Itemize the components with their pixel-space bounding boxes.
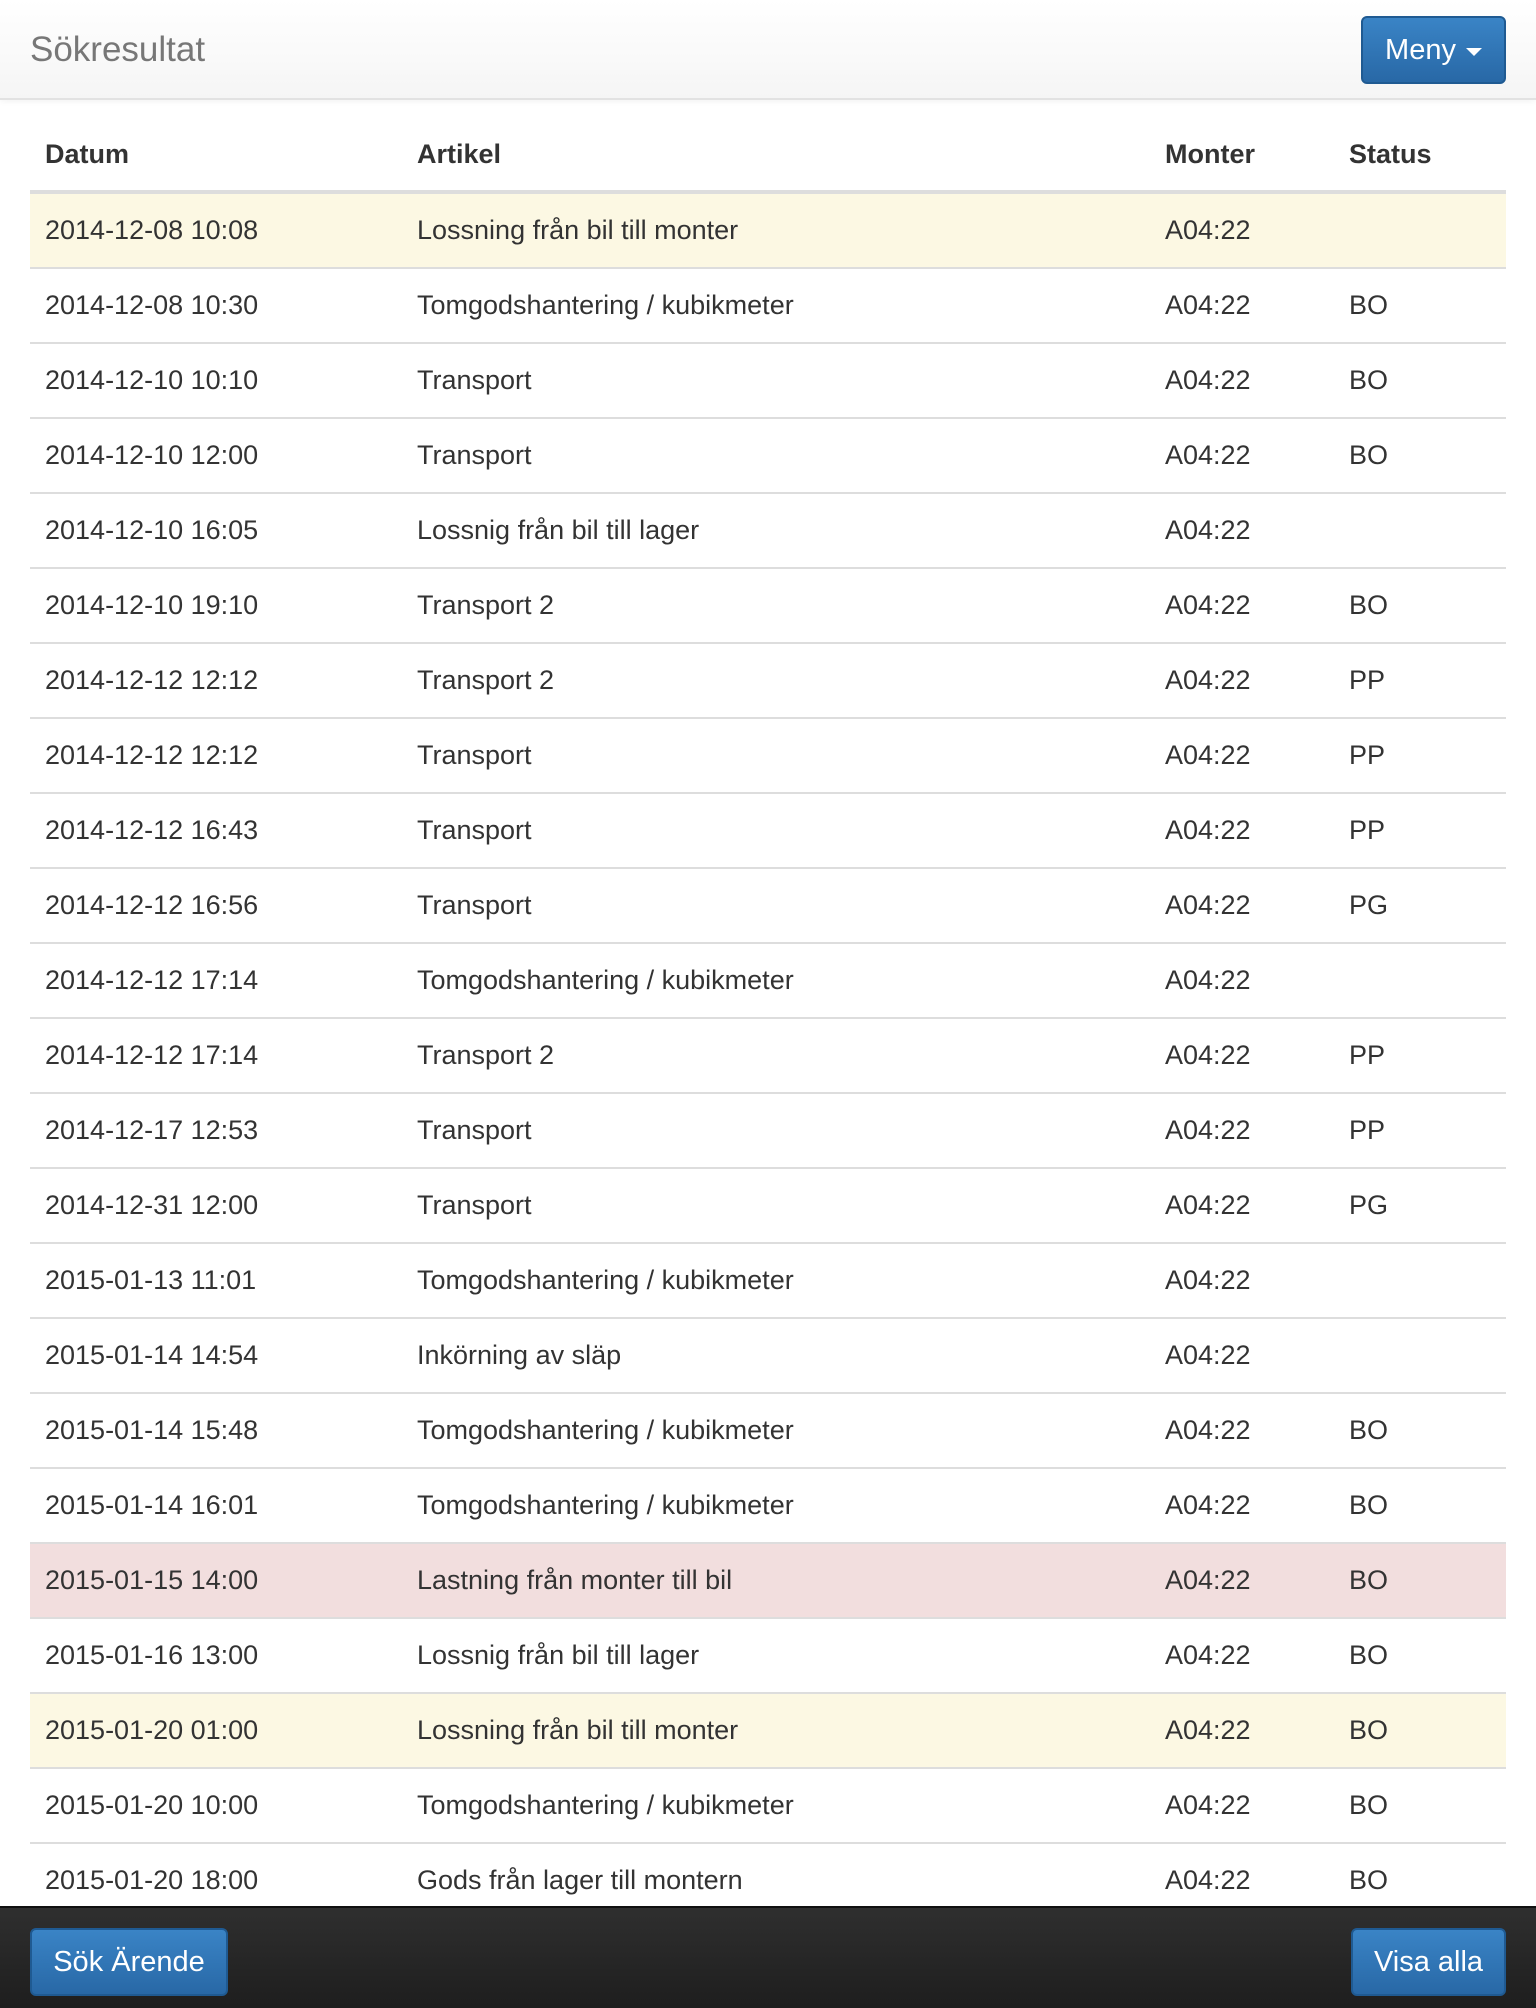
table-row[interactable] xyxy=(30,1768,1506,1843)
cell-status: BO xyxy=(1334,1543,1506,1618)
cell-status xyxy=(1334,1243,1506,1318)
cell-artikel: Tomgodshantering / kubikmeter xyxy=(402,1393,1150,1468)
cell-datum: 2014-12-31 12:00 xyxy=(30,1168,402,1243)
table-row[interactable] xyxy=(30,1243,1506,1318)
menu-button[interactable] xyxy=(1361,16,1506,84)
table-row[interactable] xyxy=(30,1618,1506,1693)
table-row[interactable] xyxy=(30,343,1506,418)
header-datum: Datum xyxy=(30,118,402,192)
table-row[interactable] xyxy=(30,1318,1506,1393)
cell-datum: 2014-12-17 12:53 xyxy=(30,1093,402,1168)
cell-datum: 2015-01-15 14:00 xyxy=(30,1543,402,1618)
cell-datum: 2014-12-08 10:30 xyxy=(30,268,402,343)
cell-monter: A04:22 xyxy=(1150,1318,1334,1393)
cell-datum: 2014-12-12 12:12 xyxy=(30,718,402,793)
cell-status: BO xyxy=(1334,1768,1506,1843)
cell-status: BO xyxy=(1334,1468,1506,1543)
cell-monter: A04:22 xyxy=(1150,493,1334,568)
cell-monter: A04:22 xyxy=(1150,718,1334,793)
cell-datum: 2014-12-08 10:08 xyxy=(30,192,402,268)
cell-datum: 2014-12-12 16:43 xyxy=(30,793,402,868)
table-row[interactable] xyxy=(30,1393,1506,1468)
caret-down-icon xyxy=(1466,48,1482,56)
cell-monter: A04:22 xyxy=(1150,418,1334,493)
cell-monter: A04:22 xyxy=(1150,343,1334,418)
cell-monter: A04:22 xyxy=(1150,868,1334,943)
cell-status: PG xyxy=(1334,1168,1506,1243)
cell-monter: A04:22 xyxy=(1150,943,1334,1018)
cell-status xyxy=(1334,943,1506,1018)
cell-artikel: Transport xyxy=(402,793,1150,868)
table-row[interactable] xyxy=(30,868,1506,943)
cell-monter: A04:22 xyxy=(1150,1618,1334,1693)
cell-datum: 2014-12-10 10:10 xyxy=(30,343,402,418)
cell-artikel: Lossnig från bil till lager xyxy=(402,493,1150,568)
table-row[interactable] xyxy=(30,1468,1506,1543)
cell-status xyxy=(1334,493,1506,568)
table-row[interactable] xyxy=(30,268,1506,343)
cell-status: BO xyxy=(1334,1393,1506,1468)
table-row[interactable] xyxy=(30,793,1506,868)
cell-datum: 2015-01-20 10:00 xyxy=(30,1768,402,1843)
cell-datum: 2014-12-10 12:00 xyxy=(30,418,402,493)
table-row[interactable] xyxy=(30,943,1506,1018)
cell-monter: A04:22 xyxy=(1150,1693,1334,1768)
table-row[interactable] xyxy=(30,718,1506,793)
table-row[interactable] xyxy=(30,493,1506,568)
cell-status: BO xyxy=(1334,418,1506,493)
cell-monter: A04:22 xyxy=(1150,1393,1334,1468)
table-row[interactable] xyxy=(30,1018,1506,1093)
search-case-button[interactable]: Sök Ärende xyxy=(30,1928,228,1996)
cell-datum: 2015-01-14 14:54 xyxy=(30,1318,402,1393)
cell-datum: 2015-01-14 15:48 xyxy=(30,1393,402,1468)
cell-artikel: Lossnig från bil till lager xyxy=(402,1618,1150,1693)
cell-artikel: Tomgodshantering / kubikmeter xyxy=(402,268,1150,343)
cell-datum: 2015-01-13 11:01 xyxy=(30,1243,402,1318)
cell-artikel: Lossning från bil till monter xyxy=(402,192,1150,268)
cell-status: BO xyxy=(1334,268,1506,343)
cell-datum: 2014-12-12 12:12 xyxy=(30,643,402,718)
cell-artikel: Tomgodshantering / kubikmeter xyxy=(402,1243,1150,1318)
table-row[interactable] xyxy=(30,643,1506,718)
cell-status: BO xyxy=(1334,1618,1506,1693)
cell-monter: A04:22 xyxy=(1150,1168,1334,1243)
table-header-row xyxy=(30,118,1506,192)
cell-datum: 2015-01-14 16:01 xyxy=(30,1468,402,1543)
table-row[interactable] xyxy=(30,1693,1506,1768)
table-row[interactable] xyxy=(30,568,1506,643)
cell-datum: 2014-12-12 16:56 xyxy=(30,868,402,943)
cell-datum: 2015-01-20 01:00 xyxy=(30,1693,402,1768)
cell-datum: 2014-12-10 19:10 xyxy=(30,568,402,643)
cell-artikel: Lastning från monter till bil xyxy=(402,1543,1150,1618)
cell-artikel: Transport 2 xyxy=(402,1018,1150,1093)
cell-monter: A04:22 xyxy=(1150,1018,1334,1093)
table-row[interactable] xyxy=(30,418,1506,493)
cell-datum: 2015-01-20 18:00 xyxy=(30,1843,402,1918)
table-row[interactable] xyxy=(30,1093,1506,1168)
cell-artikel: Inkörning av släp xyxy=(402,1318,1150,1393)
cell-monter: A04:22 xyxy=(1150,568,1334,643)
cell-monter: A04:22 xyxy=(1150,1468,1334,1543)
table-row[interactable] xyxy=(30,1168,1506,1243)
cell-artikel: Transport xyxy=(402,418,1150,493)
cell-monter: A04:22 xyxy=(1150,192,1334,268)
cell-artikel: Transport 2 xyxy=(402,568,1150,643)
cell-status: PP xyxy=(1334,718,1506,793)
cell-artikel: Tomgodshantering / kubikmeter xyxy=(402,1468,1150,1543)
page-title: Sökresultat xyxy=(30,30,206,69)
table-row[interactable] xyxy=(30,192,1506,268)
cell-status: PP xyxy=(1334,793,1506,868)
cell-monter: A04:22 xyxy=(1150,268,1334,343)
cell-status: BO xyxy=(1334,1843,1506,1918)
table-row[interactable] xyxy=(30,1543,1506,1618)
results-table xyxy=(30,118,1506,1919)
cell-monter: A04:22 xyxy=(1150,1243,1334,1318)
cell-artikel: Transport xyxy=(402,718,1150,793)
table-body xyxy=(30,192,1506,1918)
cell-artikel: Transport xyxy=(402,343,1150,418)
cell-status: PP xyxy=(1334,643,1506,718)
cell-artikel: Transport 2 xyxy=(402,643,1150,718)
show-all-button[interactable]: Visa alla xyxy=(1351,1928,1506,1996)
cell-artikel: Transport xyxy=(402,1168,1150,1243)
cell-monter: A04:22 xyxy=(1150,1543,1334,1618)
cell-status: PP xyxy=(1334,1093,1506,1168)
top-navbar xyxy=(0,0,1536,100)
menu-button-label: Meny xyxy=(1385,33,1456,66)
cell-artikel: Transport xyxy=(402,1093,1150,1168)
results-table-container xyxy=(30,118,1506,1919)
cell-artikel: Transport xyxy=(402,868,1150,943)
cell-datum: 2014-12-12 17:14 xyxy=(30,1018,402,1093)
cell-datum: 2014-12-10 16:05 xyxy=(30,493,402,568)
cell-artikel: Gods från lager till montern xyxy=(402,1843,1150,1918)
cell-monter: A04:22 xyxy=(1150,1093,1334,1168)
cell-monter: A04:22 xyxy=(1150,1768,1334,1843)
header-artikel: Artikel xyxy=(402,118,1150,192)
cell-status: BO xyxy=(1334,1693,1506,1768)
cell-status: PG xyxy=(1334,868,1506,943)
cell-monter: A04:22 xyxy=(1150,793,1334,868)
cell-status xyxy=(1334,1318,1506,1393)
header-status: Status xyxy=(1334,118,1506,192)
cell-status: PP xyxy=(1334,1018,1506,1093)
cell-status: BO xyxy=(1334,568,1506,643)
header-monter: Monter xyxy=(1150,118,1334,192)
cell-status: BO xyxy=(1334,343,1506,418)
cell-datum: 2015-01-16 13:00 xyxy=(30,1618,402,1693)
bottom-toolbar xyxy=(0,1906,1536,2008)
cell-artikel: Tomgodshantering / kubikmeter xyxy=(402,1768,1150,1843)
cell-datum: 2014-12-12 17:14 xyxy=(30,943,402,1018)
cell-monter: A04:22 xyxy=(1150,643,1334,718)
cell-monter: A04:22 xyxy=(1150,1843,1334,1918)
cell-status xyxy=(1334,192,1506,268)
cell-artikel: Lossning från bil till monter xyxy=(402,1693,1150,1768)
cell-artikel: Tomgodshantering / kubikmeter xyxy=(402,943,1150,1018)
